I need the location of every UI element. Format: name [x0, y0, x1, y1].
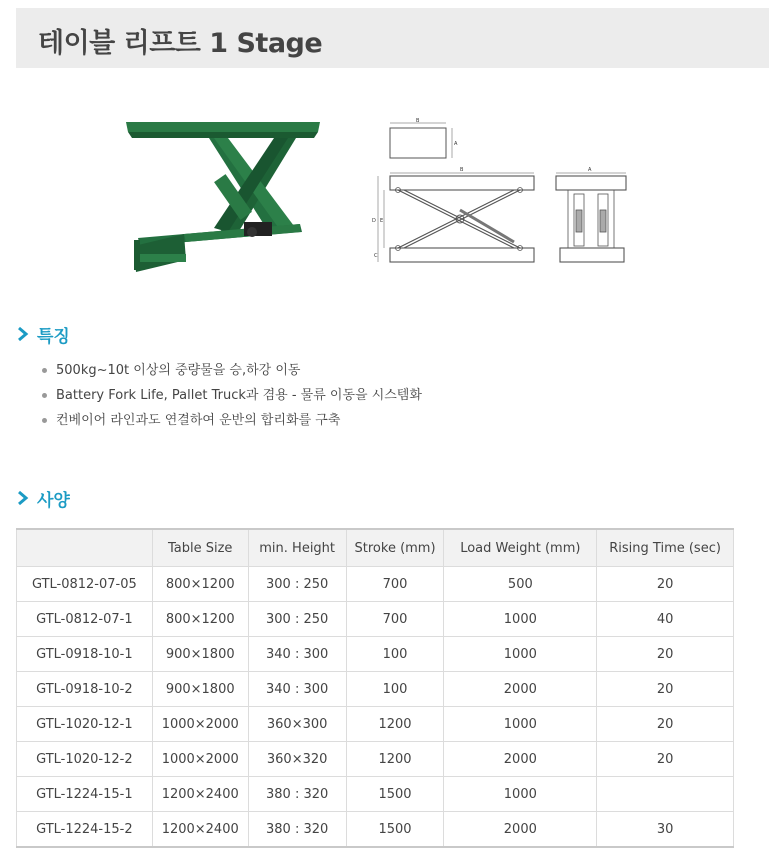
table-cell: 2000 — [444, 742, 597, 777]
spec-heading — [16, 486, 70, 510]
table-row — [17, 742, 734, 777]
table-cell: 300 : 250 — [248, 567, 346, 602]
table-cell: GTL-1224-15-2 — [17, 812, 153, 848]
bullet-icon — [42, 368, 47, 373]
table-cell: 1000 — [444, 707, 597, 742]
list-item — [40, 362, 422, 387]
table-cell: GTL-0918-10-2 — [17, 672, 153, 707]
table-cell: 800×1200 — [152, 567, 248, 602]
table-header-row — [17, 529, 734, 567]
table-cell: 30 — [597, 812, 734, 848]
table-cell: 1000 — [444, 777, 597, 812]
technical-drawing — [364, 114, 640, 276]
table-cell: 40 — [597, 602, 734, 637]
feature-text: Battery Fork Life, Pallet Truck과 겸용 - 물류 이동을 시스템화 — [56, 388, 422, 403]
features-heading — [16, 322, 70, 346]
spec-table — [16, 528, 734, 848]
header-cell — [17, 529, 153, 567]
table-row — [17, 602, 734, 637]
table-cell: 1000 — [444, 637, 597, 672]
table-cell: 20 — [597, 742, 734, 777]
table-cell: 1500 — [346, 812, 444, 848]
table-cell: 2000 — [444, 672, 597, 707]
drawing-label-c: C — [374, 253, 378, 259]
table-cell: 340 : 300 — [248, 637, 346, 672]
product-photo — [124, 114, 324, 274]
page-title: 테이블 리프트 1 Stage — [38, 28, 323, 59]
table-cell: 380 : 320 — [248, 812, 346, 848]
features-title: 특징 — [37, 326, 70, 347]
list-item — [40, 387, 422, 412]
table-cell: 1200 — [346, 742, 444, 777]
table-cell: 340 : 300 — [248, 672, 346, 707]
header-cell: Load Weight (mm) — [444, 529, 597, 567]
table-cell: 20 — [597, 672, 734, 707]
table-cell: 20 — [597, 637, 734, 672]
bullet-icon — [42, 393, 47, 398]
drawing-label-front-b: B — [460, 167, 464, 173]
table-cell: 1500 — [346, 777, 444, 812]
table-row — [17, 637, 734, 672]
table-row — [17, 567, 734, 602]
table-cell: 800×1200 — [152, 602, 248, 637]
table-cell: 700 — [346, 567, 444, 602]
table-cell: 1200×2400 — [152, 812, 248, 848]
table-row — [17, 707, 734, 742]
feature-text: 500kg~10t 이상의 중량물을 승,하강 이동 — [56, 363, 301, 378]
header-cell: min. Height — [248, 529, 346, 567]
table-cell: 700 — [346, 602, 444, 637]
table-cell: 500 — [444, 567, 597, 602]
table-cell: 1000 — [444, 602, 597, 637]
table-cell: 1200×2400 — [152, 777, 248, 812]
table-cell: 380 : 320 — [248, 777, 346, 812]
page-title-bar — [16, 8, 769, 68]
table-cell: 900×1800 — [152, 672, 248, 707]
chevron-right-icon — [16, 490, 30, 506]
drawing-label-top-b: B — [416, 118, 420, 124]
table-cell — [597, 777, 734, 812]
table-cell: GTL-0918-10-1 — [17, 637, 153, 672]
table-cell: GTL-1020-12-1 — [17, 707, 153, 742]
table-cell: 360×300 — [248, 707, 346, 742]
header-cell: Rising Time (sec) — [597, 529, 734, 567]
table-cell: 900×1800 — [152, 637, 248, 672]
header-cell: Table Size — [152, 529, 248, 567]
table-row — [17, 812, 734, 848]
list-item — [40, 412, 422, 437]
table-cell: 20 — [597, 707, 734, 742]
table-cell: 360×320 — [248, 742, 346, 777]
table-cell: 1200 — [346, 707, 444, 742]
table-cell: 1000×2000 — [152, 707, 248, 742]
table-cell: 100 — [346, 637, 444, 672]
drawing-label-e: E — [380, 218, 384, 224]
table-cell: GTL-1020-12-2 — [17, 742, 153, 777]
bullet-icon — [42, 418, 47, 423]
chevron-right-icon — [16, 326, 30, 342]
drawing-label-top-a: A — [454, 141, 458, 147]
feature-text: 컨베이어 라인과도 연결하여 운반의 합리화를 구축 — [56, 413, 341, 428]
table-cell: 300 : 250 — [248, 602, 346, 637]
spec-title: 사양 — [37, 490, 70, 511]
table-row — [17, 672, 734, 707]
header-cell: Stroke (mm) — [346, 529, 444, 567]
features-list — [40, 362, 422, 437]
table-cell: GTL-1224-15-1 — [17, 777, 153, 812]
table-cell: GTL-0812-07-1 — [17, 602, 153, 637]
drawing-label-side-a: A — [588, 167, 592, 173]
drawing-label-d: D — [372, 218, 376, 224]
table-cell: GTL-0812-07-05 — [17, 567, 153, 602]
table-cell: 20 — [597, 567, 734, 602]
table-cell: 100 — [346, 672, 444, 707]
table-row — [17, 777, 734, 812]
table-cell: 1000×2000 — [152, 742, 248, 777]
table-cell: 2000 — [444, 812, 597, 848]
